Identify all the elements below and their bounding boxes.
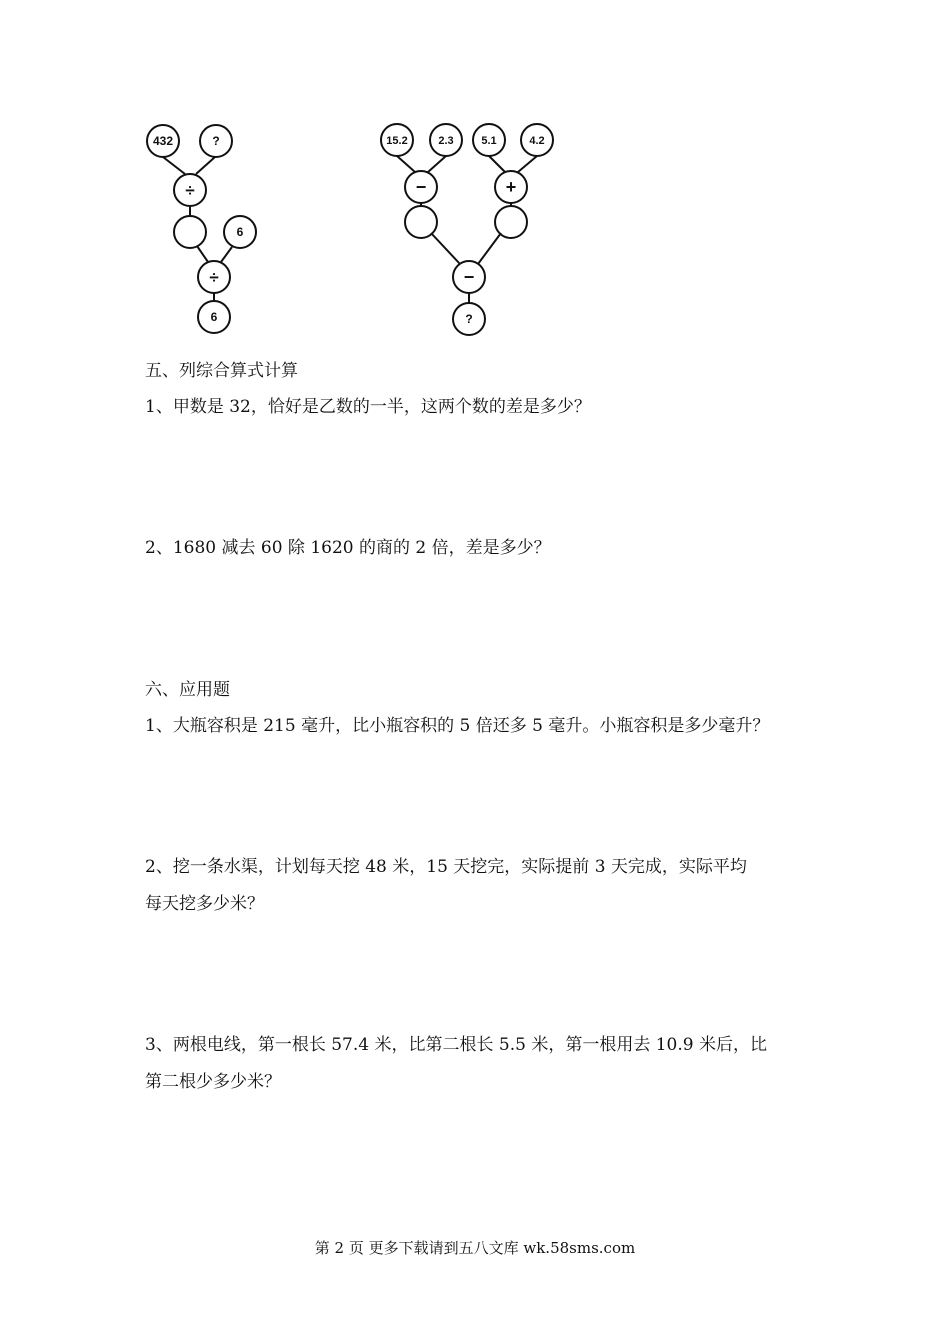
minus-operator: − [415,177,427,197]
empty-node [405,206,437,238]
minus-operator: − [463,267,475,287]
node-4-2: 4.2 [529,135,545,147]
section6-question-2-line1: 2、挖一条水渠，计划每天挖 48 米，15 天挖完，实际提前 3 天完成，实际平均 [145,857,747,877]
connector [163,157,185,174]
connector [478,233,501,264]
empty-node [174,216,206,248]
connector [196,157,215,174]
node-2-3: 2.3 [438,135,454,147]
section6-question-2-line2: 每天挖多少米？ [145,894,264,914]
connector [431,233,460,264]
divide-operator: ÷ [209,268,219,287]
connector [518,156,537,172]
node-unknown-result: ? [465,312,473,326]
section6-question-1: 1、大瓶容积是 215 毫升，比小瓶容积的 5 倍还多 5 毫升。小瓶容积是多少毫升？ [145,716,770,736]
plus-operator: + [505,177,517,197]
node-15-2: 15.2 [386,135,408,147]
node-5-1: 5.1 [481,135,497,147]
section6-question-3-line1: 3、两根电线，第一根长 57.4 米，比第二根长 5.5 米，第一根用去 10.9 米后，比 [145,1035,767,1055]
section5-question-2: 2、1680 减去 60 除 1620 的商的 2 倍，差是多少？ [145,538,551,558]
node-432: 432 [152,134,174,148]
connector [221,247,232,262]
node-6-side: 6 [236,225,244,239]
section6-title: 六、应用题 [145,680,230,700]
connector [428,156,446,172]
section5-title: 五、列综合算式计算 [145,361,298,381]
node-6-result: 6 [210,310,218,324]
divide-operator: ÷ [185,181,195,200]
node-unknown: ? [212,134,220,148]
connector [197,246,208,262]
connector [397,156,415,172]
connector [489,156,505,172]
diagram-right [381,124,553,335]
empty-node [495,206,527,238]
section6-question-3-line2: 第二根少多少米？ [145,1072,281,1092]
calculation-tree-diagrams [0,0,950,345]
page-footer: 第 2 页 更多下载请到五八文库 wk.58sms.com [314,1239,636,1257]
section5-question-1: 1、甲数是 32，恰好是乙数的一半，这两个数的差是多少？ [145,397,591,417]
